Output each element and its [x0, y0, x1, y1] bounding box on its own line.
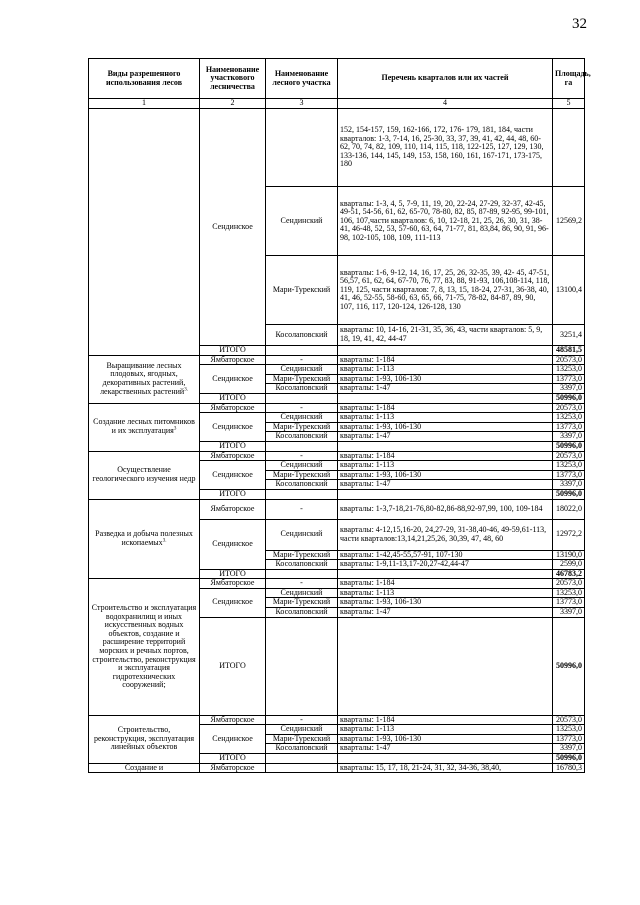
plot-cell: - [266, 499, 338, 519]
quarters-cell: кварталы: 10, 14-16, 21-31, 35, 36, 43, части кварталов: 5, 9, 18, 19, 41, 42, 44-47 [338, 325, 553, 346]
plot-cell [266, 441, 338, 451]
district-cell: Сендинское [200, 725, 266, 754]
total-area: 50996,0 [553, 754, 585, 764]
quarters-cell: кварталы: 1-42,45-55,57-91, 107-130 [338, 550, 553, 560]
plot-cell: Косолаповский [266, 432, 338, 442]
plot-cell: Мари-Турекский [266, 598, 338, 608]
plot-cell: Косолаповский [266, 744, 338, 754]
forest-use-table [88, 58, 591, 773]
use-type-cell: Осуществление геологического изучения недр [89, 451, 200, 499]
plot-cell [266, 617, 338, 715]
col-number: 2 [200, 99, 266, 109]
plot-cell [266, 763, 338, 773]
quarters-cell: кварталы: 4-12,15,16-20, 24,27-29, 31-38,40-46, 49-59,61-113, части кварталов:13,14,21,25,26, 30,39, 47, 48, 60 [338, 519, 553, 550]
col-header-quarters: Перечень кварталов или их частей [338, 59, 553, 99]
table-row [89, 451, 585, 461]
use-type-cell: Строительство, реконструкция, эксплуатация линейных объектов [89, 715, 200, 763]
col-header-use-type: Виды разрешенного использования лесов [89, 59, 200, 99]
total-label: ИТОГО [200, 754, 266, 764]
use-type-cell: Создание и [89, 763, 200, 773]
quarters-cell: кварталы: 1-93, 106-130 [338, 598, 553, 608]
col-number: 4 [338, 99, 553, 109]
total-label: ИТОГО [200, 617, 266, 715]
quarters-cell: кварталы: 1-184 [338, 579, 553, 589]
district-cell: Ямбаторское [200, 499, 266, 519]
quarters-cell [338, 754, 553, 764]
district-cell: Сендинское [200, 588, 266, 617]
table-row [89, 715, 585, 725]
use-type-cell: Создание лесных питомников и их эксплуатация$^3$ [89, 403, 200, 451]
area-cell: 18022,0 [553, 499, 585, 519]
table-row [89, 403, 585, 413]
total-label: ИТОГО [200, 489, 266, 499]
area-cell: 16780,3 [553, 763, 585, 773]
quarters-cell: кварталы: 1-3,7-18,21-76,80-82,86-88,92-97,99, 100, 109-184 [338, 499, 553, 519]
plot-cell: Сендинский [266, 413, 338, 423]
area-cell: 13253,0 [553, 413, 585, 423]
col-header-district: Наименование участкового лесничества [200, 59, 266, 99]
quarters-cell: кварталы: 1-113 [338, 413, 553, 423]
plot-cell: Сендинский [266, 519, 338, 550]
quarters-cell: кварталы: 1-113 [338, 725, 553, 735]
quarters-cell: кварталы: 1-93, 106-130 [338, 470, 553, 480]
col-header-plot: Наименование лесного участка [266, 59, 338, 99]
quarters-cell: кварталы: 1-93, 106-130 [338, 422, 553, 432]
total-area: 46783,2 [553, 569, 585, 579]
quarters-cell [338, 346, 553, 356]
quarters-cell: 152, 154-157, 159, 162-166, 172, 176- 179, 181, 184, части кварталов: 1-3, 7-14, 16, 25-30, 33, 37, 39, 41, 42, 44, 48, 60-62, 70, 74, 82, 109, 110, 114, 115, 118, 122-125, 127, 129, 130, 133-136, 144, 145, 149, 153, 158, 160, 161, 167-171, 173-175, 180 [338, 109, 553, 187]
quarters-cell: кварталы: 1-184 [338, 451, 553, 461]
district-cell: Ямбаторское [200, 715, 266, 725]
area-cell: 20573,0 [553, 451, 585, 461]
area-cell: 3397,0 [553, 480, 585, 490]
total-area: 50996,0 [553, 489, 585, 499]
plot-cell [266, 754, 338, 764]
area-cell: 13773,0 [553, 470, 585, 480]
total-label: ИТОГО [200, 569, 266, 579]
area-cell: 20573,0 [553, 403, 585, 413]
district-cell: Ямбаторское [200, 403, 266, 413]
area-cell: 3397,0 [553, 432, 585, 442]
total-area: 50996,0 [553, 393, 585, 403]
district-cell: Сендинское [200, 365, 266, 394]
quarters-cell: кварталы: 1-184 [338, 403, 553, 413]
plot-cell: Сендинский [266, 725, 338, 735]
area-cell: 13190,0 [553, 550, 585, 560]
district-cell: Сендинское [200, 461, 266, 490]
plot-cell: Мари-Турекский [266, 374, 338, 384]
plot-cell [266, 109, 338, 187]
plot-cell: Мари-Турекский [266, 422, 338, 432]
page-number: 32 [572, 16, 587, 32]
area-cell: 3397,0 [553, 744, 585, 754]
area-cell: 3397,0 [553, 608, 585, 618]
quarters-cell: кварталы: 1-184 [338, 715, 553, 725]
district-cell: Ямбаторское [200, 763, 266, 773]
plot-cell: Косолаповский [266, 560, 338, 570]
plot-cell: Мари-Турекский [266, 550, 338, 560]
district-cell: Ямбаторское [200, 451, 266, 461]
plot-cell: Косолаповский [266, 384, 338, 394]
area-cell: 13253,0 [553, 588, 585, 598]
plot-cell: Мари-Турекский [266, 256, 338, 325]
plot-cell: Сендинский [266, 187, 338, 256]
area-cell [553, 109, 585, 187]
quarters-cell: кварталы: 1-47 [338, 480, 553, 490]
district-cell: Ямбаторское [200, 579, 266, 589]
area-cell: 13253,0 [553, 461, 585, 471]
quarters-cell [338, 441, 553, 451]
quarters-cell: кварталы: 1-9,11-13,17-20,27-42,44-47 [338, 560, 553, 570]
quarters-cell: кварталы: 1-6, 9-12, 14, 16, 17, 25, 26, 32-35, 39, 42- 45, 47-51, 56,57, 61, 62, 64, 67-70, 76, 77, 83, 88, 91-93, 106,108-114, 118, 119, 125, части кварталов: 7, 8, 13, 15, 18-24, 27-31, 36-38, 40, 41, 46, 52-55, 58-60, 63, 65, 66, 71-75, 78-82, 84-87, 89, 90, 107, 116, 117, 120-124, 126-128, 130 [338, 256, 553, 325]
area-cell: 13100,4 [553, 256, 585, 325]
plot-cell: - [266, 715, 338, 725]
district-cell: Сендинское [200, 519, 266, 569]
plot-cell: Косолаповский [266, 325, 338, 346]
quarters-cell: кварталы: 1-93, 106-130 [338, 734, 553, 744]
area-cell: 13773,0 [553, 374, 585, 384]
area-cell: 20573,0 [553, 715, 585, 725]
quarters-cell: кварталы: 1-47 [338, 384, 553, 394]
plot-cell: Мари-Турекский [266, 734, 338, 744]
header-row [89, 59, 585, 99]
total-label: ИТОГО [200, 441, 266, 451]
quarters-cell: кварталы: 1-47 [338, 608, 553, 618]
plot-cell: - [266, 403, 338, 413]
quarters-cell [338, 393, 553, 403]
plot-cell [266, 393, 338, 403]
plot-cell: Сендинский [266, 461, 338, 471]
use-type-cell [89, 109, 200, 356]
plot-cell: - [266, 451, 338, 461]
table-row [89, 109, 585, 187]
table-row [89, 499, 585, 519]
district-cell: Сендинское [200, 413, 266, 442]
area-cell: 13773,0 [553, 598, 585, 608]
area-cell: 3397,0 [553, 384, 585, 394]
quarters-cell [338, 617, 553, 715]
total-area: 50996,0 [553, 617, 585, 715]
use-type-cell: Строительство и эксплуатация водохранилищ и иных искусственных водных объектов, создание и расширение территорий морских и речных портов, строительство, реконструкция и эксплуатация гидротехнических сооружений; [89, 579, 200, 715]
col-number: 3 [266, 99, 338, 109]
area-cell: 13253,0 [553, 725, 585, 735]
plot-cell: Косолаповский [266, 480, 338, 490]
quarters-cell: кварталы: 1-184 [338, 355, 553, 365]
quarters-cell [338, 489, 553, 499]
area-cell: 13773,0 [553, 734, 585, 744]
quarters-cell: кварталы: 1-113 [338, 461, 553, 471]
area-cell: 12569,2 [553, 187, 585, 256]
plot-cell: Сендинский [266, 588, 338, 598]
district-cell: Ямбаторское [200, 355, 266, 365]
total-label: ИТОГО [200, 346, 266, 356]
quarters-cell: кварталы: 1-113 [338, 365, 553, 375]
quarters-cell: кварталы: 1-47 [338, 744, 553, 754]
area-cell: 20573,0 [553, 355, 585, 365]
total-label: ИТОГО [200, 393, 266, 403]
area-cell: 20573,0 [553, 579, 585, 589]
plot-cell: - [266, 579, 338, 589]
use-type-cell: Выращивание лесных плодовых, ягодных, декоративных растений, лекарственных растений$^{3.}$ [89, 355, 200, 403]
table-row [89, 355, 585, 365]
area-cell: 13253,0 [553, 365, 585, 375]
area-cell: 2599,0 [553, 560, 585, 570]
plot-cell [266, 489, 338, 499]
col-number: 1 [89, 99, 200, 109]
quarters-cell: кварталы: 1-113 [338, 588, 553, 598]
use-type-cell: Разведка и добыча полезных ископаемых$^{3.}$ [89, 499, 200, 579]
total-area: 48581,5 [553, 346, 585, 356]
plot-cell: Косолаповский [266, 608, 338, 618]
col-header-area: Площадь, га [553, 59, 585, 99]
quarters-cell: кварталы: 1-47 [338, 432, 553, 442]
area-cell: 13773,0 [553, 422, 585, 432]
col-number: 5 [553, 99, 585, 109]
table-row [89, 579, 585, 589]
area-cell: 12972,2 [553, 519, 585, 550]
quarters-cell: кварталы: 1-93, 106-130 [338, 374, 553, 384]
area-cell: 3251,4 [553, 325, 585, 346]
district-cell: Сендинское [200, 109, 266, 346]
plot-cell [266, 346, 338, 356]
plot-cell: Сендинский [266, 365, 338, 375]
quarters-cell: кварталы: 15, 17, 18, 21-24, 31, 32, 34-36, 38,40, [338, 763, 553, 773]
plot-cell: Мари-Турекский [266, 470, 338, 480]
column-number-row [89, 99, 585, 109]
total-area: 50996,0 [553, 441, 585, 451]
plot-cell: - [266, 355, 338, 365]
quarters-cell: кварталы: 1-3, 4, 5, 7-9, 11, 19, 20, 22-24, 27-29, 32-37, 42-45, 49-51, 54-56, 61, 62, 65-70, 78-80, 82, 85, 87-89, 92-95, 99-101, 106, 107,части кварталов: 6, 10, 12-18, 21, 25, 26, 30, 31, 38-41, 46-48, 52, 53, 57-60, 63, 64, 71-77, 81, 83,84, 86, 90, 91, 96-98, 102-105, 108, 109, 111-113 [338, 187, 553, 256]
table-row [89, 763, 585, 773]
